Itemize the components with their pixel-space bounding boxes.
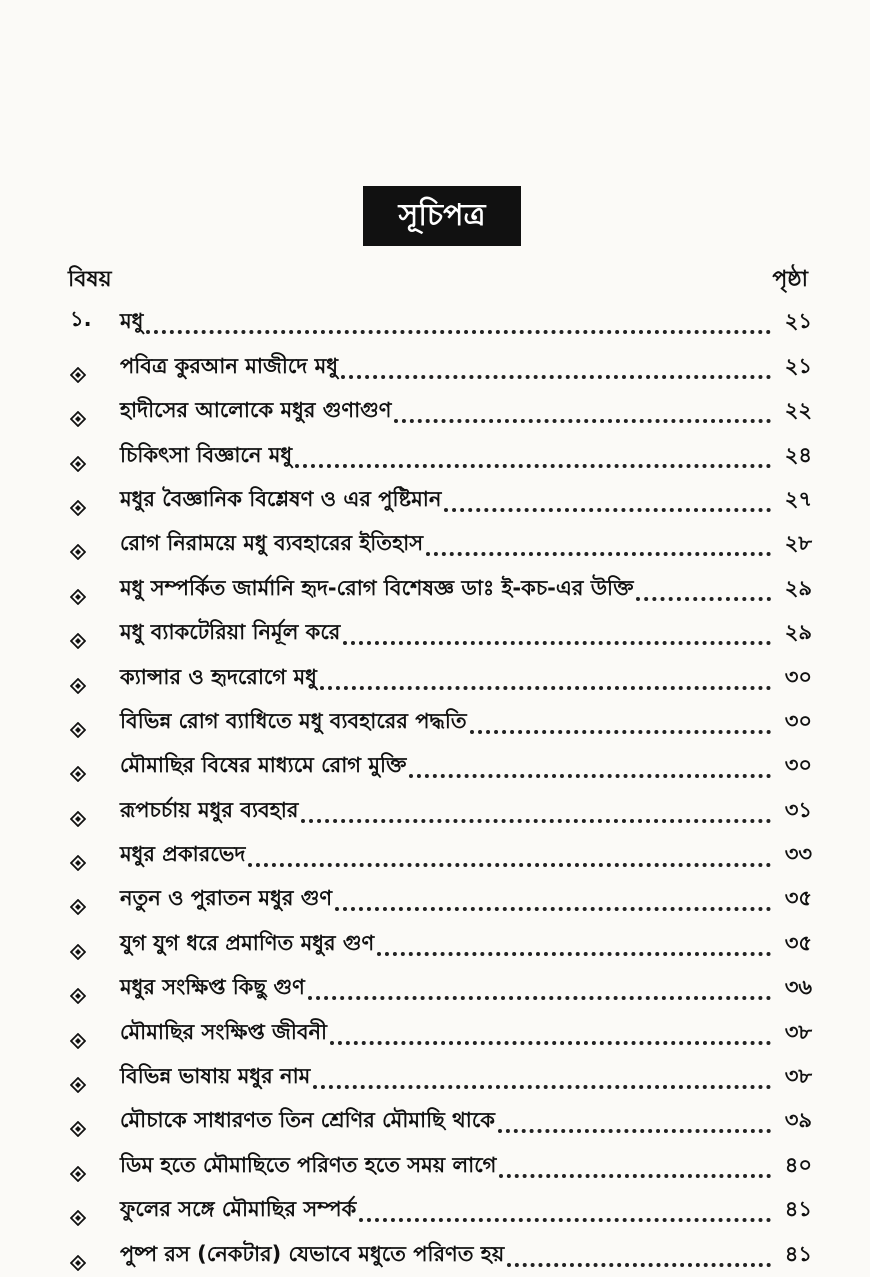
diamond-icon bbox=[60, 722, 120, 744]
toc-entry bbox=[60, 1055, 812, 1099]
diamond-icon bbox=[60, 367, 120, 389]
diamond-icon bbox=[60, 500, 120, 522]
diamond-icon bbox=[60, 1210, 120, 1232]
dot-leader bbox=[248, 863, 771, 867]
toc-entry-label: বিভিন্ন রোগ ব্যাধিতে মধু ব্যবহারের পদ্ধতি bbox=[120, 708, 467, 733]
diamond-icon bbox=[60, 456, 120, 478]
toc-entry-label: নতুন ও পুরাতন মধুর গুণ bbox=[120, 886, 333, 911]
toc-entry-page: ৪০ bbox=[784, 1152, 812, 1177]
toc-entry-page: ৩০ bbox=[784, 664, 812, 689]
toc-entry-page: ৪১ bbox=[784, 1241, 812, 1266]
table-of-contents bbox=[60, 300, 812, 1277]
dot-leader bbox=[426, 552, 771, 556]
toc-entry-page: ২১ bbox=[784, 309, 812, 334]
dot-leader bbox=[335, 907, 771, 911]
dot-leader bbox=[409, 774, 771, 778]
dot-leader bbox=[444, 508, 771, 512]
toc-entry-label: ক্যান্সার ও হৃদরোগে মধু bbox=[120, 664, 317, 689]
diamond-icon bbox=[60, 411, 120, 433]
toc-entry bbox=[60, 1143, 812, 1187]
diamond-icon bbox=[60, 544, 120, 566]
toc-entry-label: মৌচাকে সাধারণত তিন শ্রেণির মৌমাছি থাকে bbox=[120, 1108, 495, 1133]
diamond-icon bbox=[60, 855, 120, 877]
toc-entry-label: রোগ নিরাময়ে মধু ব্যবহারের ইতিহাস bbox=[120, 531, 424, 556]
dot-leader bbox=[313, 1085, 771, 1089]
toc-entry-label: মধু bbox=[120, 309, 144, 334]
toc-entry bbox=[60, 966, 812, 1010]
toc-entry-label: হাদীসের আলোকে মধুর গুণাগুণ bbox=[120, 398, 392, 423]
toc-entry-page: ৩৮ bbox=[784, 1064, 812, 1089]
dot-leader bbox=[470, 730, 771, 734]
dot-leader bbox=[295, 464, 771, 468]
entry-number bbox=[60, 303, 120, 344]
dot-leader bbox=[320, 686, 771, 690]
toc-entry-label: মধু ব্যাকটেরিয়া নির্মূল করে bbox=[120, 620, 341, 645]
dot-leader bbox=[308, 996, 771, 1000]
toc-entry bbox=[60, 478, 812, 522]
toc-entry bbox=[60, 433, 812, 477]
dot-leader bbox=[146, 330, 771, 334]
dot-leader bbox=[507, 1263, 771, 1267]
dot-leader bbox=[636, 597, 771, 601]
dot-leader bbox=[330, 1041, 771, 1045]
diamond-icon bbox=[60, 1033, 120, 1055]
diamond-icon bbox=[60, 811, 120, 833]
dot-leader bbox=[498, 1129, 771, 1133]
toc-entry bbox=[60, 655, 812, 699]
toc-entry bbox=[60, 1188, 812, 1232]
toc-entry-page: ৩৮ bbox=[784, 1019, 812, 1044]
diamond-icon bbox=[60, 633, 120, 655]
toc-entry bbox=[60, 833, 812, 877]
toc-entry-label: মধু সম্পর্কিত জার্মানি হৃদ-রোগ বিশেষজ্ঞ ডাঃ ই-কচ-এর উক্তি bbox=[120, 575, 634, 600]
dot-leader bbox=[301, 819, 771, 823]
subject-column-header: বিষয় bbox=[68, 267, 112, 292]
toc-entry-label: চিকিৎসা বিজ্ঞানে মধু bbox=[120, 442, 293, 467]
diamond-icon bbox=[60, 1166, 120, 1188]
toc-entry bbox=[60, 522, 812, 566]
dot-leader bbox=[394, 419, 771, 423]
dot-leader bbox=[343, 641, 771, 645]
toc-entry-label: মৌমাছির সংক্ষিপ্ত জীবনী bbox=[120, 1019, 328, 1044]
toc-entry-page: ২২ bbox=[784, 398, 812, 423]
toc-entry bbox=[60, 1099, 812, 1143]
diamond-icon bbox=[60, 678, 120, 700]
toc-entry-label: পুষ্প রস (নেকটার) যেভাবে মধুতে পরিণত হয় bbox=[120, 1241, 505, 1266]
toc-entry-page: ৩১ bbox=[784, 797, 812, 822]
dot-leader bbox=[359, 1218, 771, 1222]
toc-entry bbox=[60, 1010, 812, 1054]
toc-entry-page: ৪১ bbox=[784, 1197, 812, 1222]
diamond-icon bbox=[60, 1255, 120, 1277]
toc-entry-page: ৩০ bbox=[784, 753, 812, 778]
toc-entry bbox=[60, 344, 812, 388]
toc-entry-page: ২৪ bbox=[784, 442, 812, 467]
toc-entry-page: ২৭ bbox=[784, 486, 812, 511]
toc-entry-page: ২৮ bbox=[784, 531, 812, 556]
toc-entry-label: মধুর সংক্ষিপ্ত কিছু গুণ bbox=[120, 975, 305, 1000]
toc-entry-page: ৩৩ bbox=[784, 842, 812, 867]
toc-entry-page: ২১ bbox=[784, 353, 812, 378]
diamond-icon bbox=[60, 899, 120, 921]
toc-entry-label: মধুর প্রকারভেদ bbox=[120, 842, 246, 867]
page-title: সূচিপত্র bbox=[363, 186, 521, 246]
toc-entry-label: বিভিন্ন ভাষায় মধুর নাম bbox=[120, 1064, 311, 1089]
toc-entry bbox=[60, 877, 812, 921]
toc-entry bbox=[60, 788, 812, 832]
toc-entry bbox=[60, 611, 812, 655]
toc-entry bbox=[60, 300, 812, 344]
toc-entry-page: ৩৬ bbox=[784, 975, 812, 1000]
toc-entry-page: ৩৫ bbox=[784, 886, 812, 911]
toc-entry bbox=[60, 1232, 812, 1276]
entry-number-text: ১. bbox=[70, 307, 92, 332]
toc-entry-page: ২৯ bbox=[784, 575, 812, 600]
toc-entry-label: ডিম হতে মৌমাছিতে পরিণত হতে সময় লাগে bbox=[120, 1152, 497, 1177]
toc-entry-page: ৩৫ bbox=[784, 930, 812, 955]
diamond-icon bbox=[60, 1077, 120, 1099]
dot-leader bbox=[499, 1174, 771, 1178]
toc-entry-page: ৩৯ bbox=[784, 1108, 812, 1133]
page-column-header: পৃষ্ঠা bbox=[772, 267, 808, 292]
toc-entry-page: ২৯ bbox=[784, 620, 812, 645]
diamond-icon bbox=[60, 766, 120, 788]
toc-entry bbox=[60, 921, 812, 965]
diamond-icon bbox=[60, 944, 120, 966]
toc-entry bbox=[60, 389, 812, 433]
toc-entry bbox=[60, 566, 812, 610]
dot-leader bbox=[341, 375, 771, 379]
diamond-icon bbox=[60, 988, 120, 1010]
diamond-icon bbox=[60, 589, 120, 611]
toc-entry-page: ৩০ bbox=[784, 708, 812, 733]
toc-entry-label: যুগ যুগ ধরে প্রমাণিত মধুর গুণ bbox=[120, 930, 375, 955]
dot-leader bbox=[377, 952, 771, 956]
toc-entry bbox=[60, 700, 812, 744]
toc-entry bbox=[60, 744, 812, 788]
toc-entry-label: পবিত্র কুরআন মাজীদে মধু bbox=[120, 353, 339, 378]
toc-entry-label: মধুর বৈজ্ঞানিক বিশ্লেষণ ও এর পুষ্টিমান bbox=[120, 486, 442, 511]
toc-entry-label: ফুলের সঙ্গে মৌমাছির সম্পর্ক bbox=[120, 1197, 357, 1222]
toc-entry-label: রূপচর্চায় মধুর ব্যবহার bbox=[120, 797, 299, 822]
diamond-icon bbox=[60, 1121, 120, 1143]
toc-entry-label: মৌমাছির বিষের মাধ্যমে রোগ মুক্তি bbox=[120, 753, 407, 778]
